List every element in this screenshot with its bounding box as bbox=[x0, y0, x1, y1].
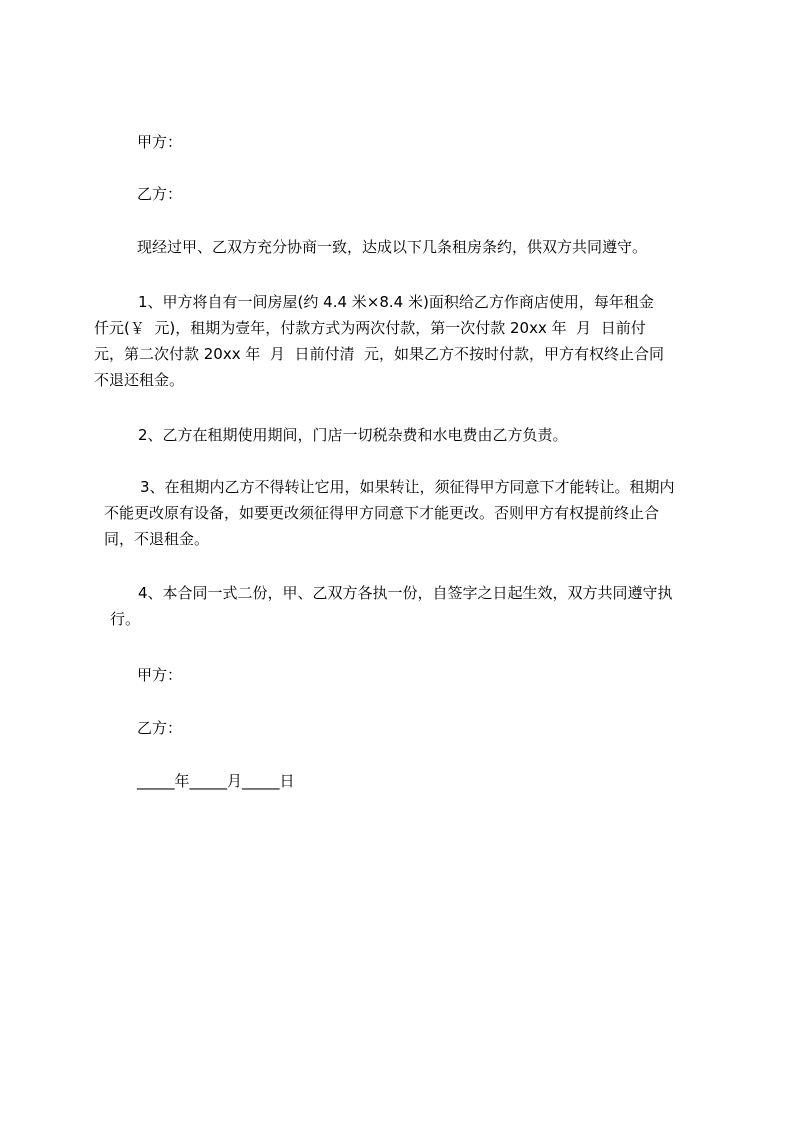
signing-date-line: _____年_____月_____日 bbox=[137, 772, 295, 790]
party-b-label-top: 乙方： bbox=[137, 185, 183, 203]
party-a-signature-label: 甲方： bbox=[137, 666, 183, 684]
clause-1-line: 仟元(￥ 元)，租期为壹年，付款方式为两次付款，第一次付款 20xx 年 月 日前付 bbox=[94, 319, 646, 337]
clause-3-line: 3、在租期内乙方不得转让它用，如果转让，须征得甲方同意下才能转让。租期内 bbox=[140, 478, 675, 496]
clause-3-line: 不能更改原有设备，如要更改须征得甲方同意下才能更改。否则甲方有权提前终止合 bbox=[104, 504, 660, 522]
clause-3-line: 同，不退租金。 bbox=[104, 530, 210, 548]
clause-1-line: 1、甲方将自有一间房屋(约 4.4 米×8.4 米)面积给乙方作商店使用，每年租金 bbox=[138, 293, 654, 311]
clause-4 bbox=[110, 580, 673, 632]
clause-1-line: 不退还租金。 bbox=[94, 371, 185, 389]
clause-4-line: 行。 bbox=[110, 610, 141, 628]
preamble-text: 现经过甲、乙双方充分协商一致，达成以下几条租房条约，供双方共同遵守。 bbox=[137, 238, 648, 256]
party-b-signature-label: 乙方： bbox=[137, 719, 183, 737]
clause-3 bbox=[104, 474, 675, 552]
clause-4-line: 4、本合同一式二份，甲、乙双方各执一份，自签字之日起生效，双方共同遵守执 bbox=[138, 584, 673, 602]
clause-1-line: 元，第二次付款 20xx 年 月 日前付清 元，如果乙方不按时付款，甲方有权终止合同 bbox=[94, 345, 664, 363]
clause-1 bbox=[94, 289, 664, 393]
clause-2: 2、乙方在租期使用期间，门店一切税杂费和水电费由乙方负责。 bbox=[138, 426, 568, 444]
party-a-label-top: 甲方： bbox=[137, 133, 183, 151]
